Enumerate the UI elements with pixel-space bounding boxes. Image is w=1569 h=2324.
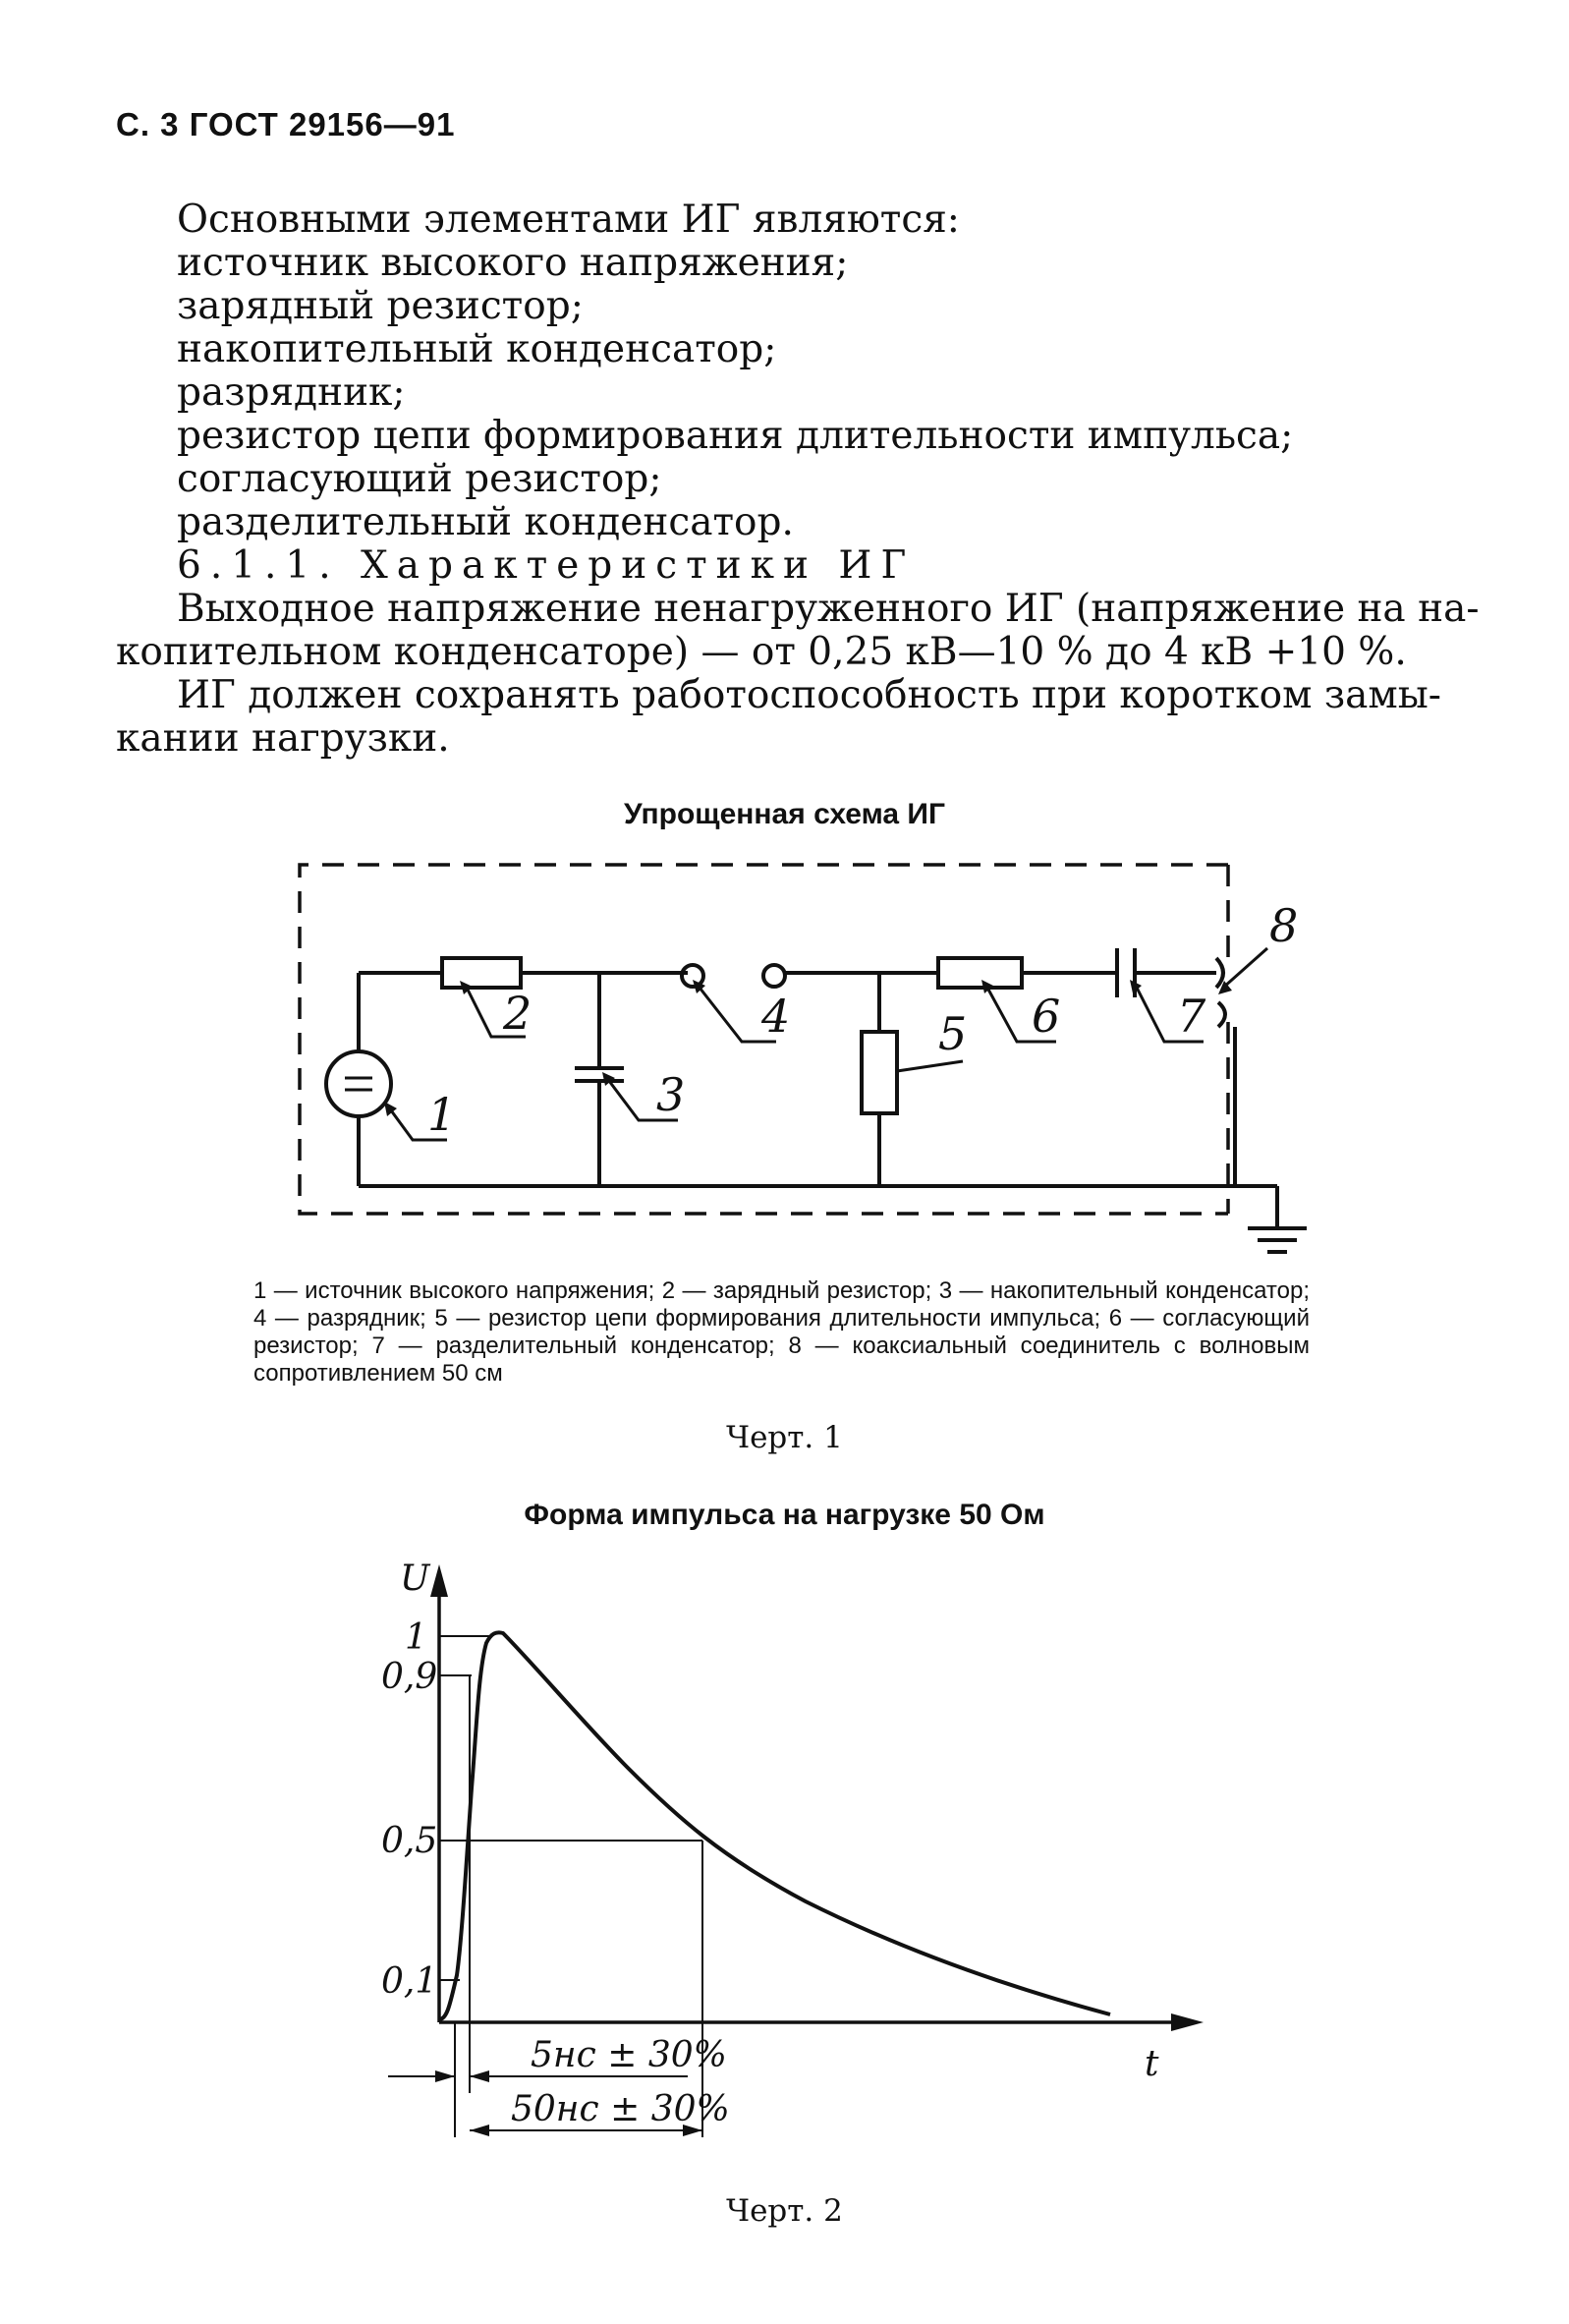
component-label-6: 6	[1032, 990, 1061, 1043]
component-label-3: 3	[656, 1068, 686, 1121]
figure2-caption: Черт. 2	[726, 2193, 843, 2229]
dimension-arrowhead	[435, 2070, 455, 2082]
figure2-title: Форма импульса на нагрузке 50 Ом	[524, 1499, 1045, 1531]
voltage-line-1: Выходное напряжение ненагруженного ИГ (напряжение на на-	[177, 587, 1480, 631]
y-axis-label: U	[400, 1559, 430, 1599]
component-label-4: 4	[761, 990, 791, 1043]
short-circuit-line-2: кании нагрузки.	[116, 716, 450, 761]
intro-line: Основными элементами ИГ являются:	[177, 198, 960, 242]
short-circuit-line-1: ИГ должен сохранять работоспособность при коротком замы-	[177, 673, 1441, 717]
component-label-1: 1	[427, 1088, 457, 1141]
element-item: источник высокого напряжения;	[177, 241, 849, 285]
figure1-title: Упрощенная схема ИГ	[624, 798, 945, 830]
dimension-arrowhead	[470, 2070, 489, 2082]
page-header: С. 3 ГОСТ 29156—91	[116, 106, 456, 142]
element-item: разрядник;	[177, 370, 406, 415]
component-label-2: 2	[503, 987, 532, 1040]
y-axis-arrow	[430, 1564, 448, 1597]
x-axis-arrow	[1171, 2013, 1204, 2031]
voltage-line-2: копительном конденсаторе) — от 0,25 кВ—10 % до 4 кВ +10 %.	[116, 630, 1407, 674]
y-tick-label: 0,9	[381, 1657, 438, 1697]
y-tick-label: 0,1	[381, 1961, 438, 2002]
y-tick-label: 0,5	[381, 1821, 438, 1861]
dimension-arrowhead	[470, 2125, 489, 2136]
component-label-5: 5	[938, 1007, 968, 1060]
component-label-8: 8	[1269, 899, 1299, 952]
figure1-legend: 1 — источник высокого напряжения; 2 — зарядный резистор; 3 — накопительный конденсатор; 4 — разрядник; 5 — резистор цепи формирования длительности импульса; 6 — согласующий резистор; 7 — разделительный конденсатор; 8 — коаксиальный соединитель с волновым сопротивлением 50 см	[253, 1277, 1310, 1387]
dimension-label-rise: 5нс ± 30%	[531, 2035, 727, 2075]
element-item: разделительный конденсатор.	[177, 500, 794, 544]
dimension-label-width: 50нс ± 30%	[511, 2089, 730, 2129]
pulse-curve	[439, 1632, 1110, 2019]
element-item: резистор цепи формирования длительности импульса;	[177, 414, 1294, 458]
element-item: зарядный резистор;	[177, 284, 584, 328]
x-axis-label: t	[1145, 2044, 1159, 2084]
figure1-caption: Черт. 1	[726, 1420, 843, 1455]
element-item: накопительный конденсатор;	[177, 327, 777, 371]
section-heading: 6.1.1. Характеристики ИГ	[177, 543, 916, 588]
component-label-7: 7	[1177, 990, 1206, 1043]
y-tick-label: 1	[405, 1617, 427, 1658]
element-item: согласующий резистор;	[177, 457, 662, 501]
